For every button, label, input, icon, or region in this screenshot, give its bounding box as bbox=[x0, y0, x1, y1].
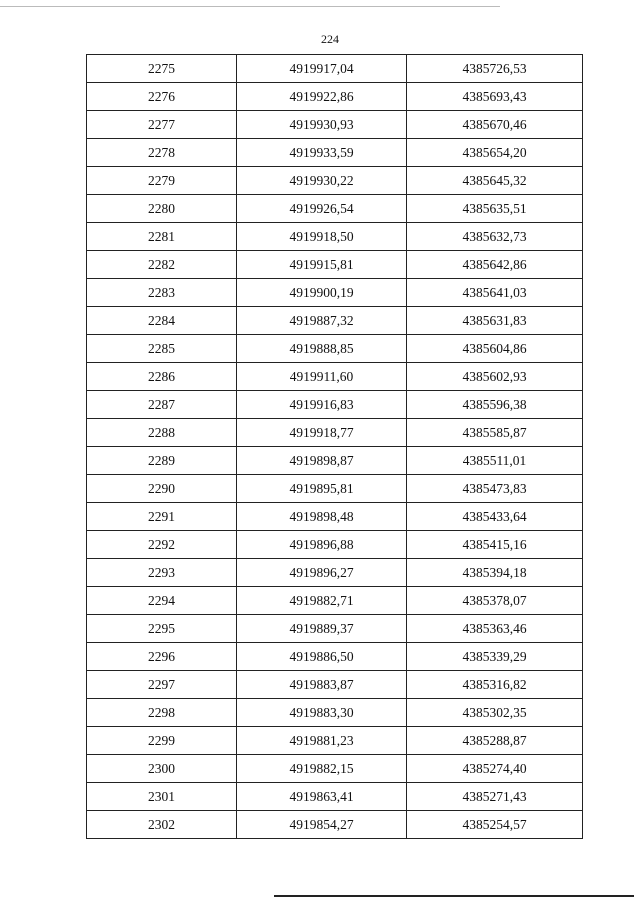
x-coordinate-cell: 4919889,37 bbox=[237, 615, 407, 643]
y-coordinate-cell: 4385641,03 bbox=[407, 279, 583, 307]
x-coordinate-cell: 4919886,50 bbox=[237, 643, 407, 671]
y-coordinate-cell: 4385602,93 bbox=[407, 363, 583, 391]
point-number-cell: 2290 bbox=[87, 475, 237, 503]
y-coordinate-cell: 4385585,87 bbox=[407, 419, 583, 447]
table-row bbox=[87, 503, 583, 531]
x-coordinate-cell: 4919911,60 bbox=[237, 363, 407, 391]
point-number-cell: 2281 bbox=[87, 223, 237, 251]
top-rule bbox=[0, 6, 500, 7]
y-coordinate-cell: 4385642,86 bbox=[407, 251, 583, 279]
x-coordinate-cell: 4919933,59 bbox=[237, 139, 407, 167]
x-coordinate-cell: 4919854,27 bbox=[237, 811, 407, 839]
x-coordinate-cell: 4919926,54 bbox=[237, 195, 407, 223]
x-coordinate-cell: 4919916,83 bbox=[237, 391, 407, 419]
point-number-cell: 2285 bbox=[87, 335, 237, 363]
table-row bbox=[87, 671, 583, 699]
point-number-cell: 2283 bbox=[87, 279, 237, 307]
table-row bbox=[87, 391, 583, 419]
y-coordinate-cell: 4385726,53 bbox=[407, 55, 583, 83]
y-coordinate-cell: 4385635,51 bbox=[407, 195, 583, 223]
x-coordinate-cell: 4919930,93 bbox=[237, 111, 407, 139]
x-coordinate-cell: 4919883,87 bbox=[237, 671, 407, 699]
y-coordinate-cell: 4385604,86 bbox=[407, 335, 583, 363]
x-coordinate-cell: 4919918,77 bbox=[237, 419, 407, 447]
y-coordinate-cell: 4385316,82 bbox=[407, 671, 583, 699]
table-row bbox=[87, 783, 583, 811]
y-coordinate-cell: 4385645,32 bbox=[407, 167, 583, 195]
y-coordinate-cell: 4385302,35 bbox=[407, 699, 583, 727]
x-coordinate-cell: 4919917,04 bbox=[237, 55, 407, 83]
table-row bbox=[87, 531, 583, 559]
point-number-cell: 2276 bbox=[87, 83, 237, 111]
table-row bbox=[87, 279, 583, 307]
x-coordinate-cell: 4919922,86 bbox=[237, 83, 407, 111]
point-number-cell: 2287 bbox=[87, 391, 237, 419]
y-coordinate-cell: 4385596,38 bbox=[407, 391, 583, 419]
y-coordinate-cell: 4385632,73 bbox=[407, 223, 583, 251]
point-number-cell: 2280 bbox=[87, 195, 237, 223]
table-row bbox=[87, 307, 583, 335]
bottom-rule bbox=[274, 895, 634, 897]
x-coordinate-cell: 4919882,15 bbox=[237, 755, 407, 783]
y-coordinate-cell: 4385254,57 bbox=[407, 811, 583, 839]
point-number-cell: 2277 bbox=[87, 111, 237, 139]
y-coordinate-cell: 4385693,43 bbox=[407, 83, 583, 111]
point-number-cell: 2291 bbox=[87, 503, 237, 531]
point-number-cell: 2292 bbox=[87, 531, 237, 559]
point-number-cell: 2302 bbox=[87, 811, 237, 839]
point-number-cell: 2278 bbox=[87, 139, 237, 167]
table-row bbox=[87, 363, 583, 391]
point-number-cell: 2279 bbox=[87, 167, 237, 195]
point-number-cell: 2286 bbox=[87, 363, 237, 391]
table-row bbox=[87, 55, 583, 83]
table-row bbox=[87, 811, 583, 839]
y-coordinate-cell: 4385274,40 bbox=[407, 755, 583, 783]
y-coordinate-cell: 4385415,16 bbox=[407, 531, 583, 559]
point-number-cell: 2284 bbox=[87, 307, 237, 335]
y-coordinate-cell: 4385378,07 bbox=[407, 587, 583, 615]
table-row bbox=[87, 475, 583, 503]
x-coordinate-cell: 4919883,30 bbox=[237, 699, 407, 727]
x-coordinate-cell: 4919895,81 bbox=[237, 475, 407, 503]
x-coordinate-cell: 4919900,19 bbox=[237, 279, 407, 307]
table-row bbox=[87, 643, 583, 671]
y-coordinate-cell: 4385363,46 bbox=[407, 615, 583, 643]
table-row bbox=[87, 419, 583, 447]
y-coordinate-cell: 4385433,64 bbox=[407, 503, 583, 531]
x-coordinate-cell: 4919896,27 bbox=[237, 559, 407, 587]
point-number-cell: 2288 bbox=[87, 419, 237, 447]
y-coordinate-cell: 4385654,20 bbox=[407, 139, 583, 167]
y-coordinate-cell: 4385670,46 bbox=[407, 111, 583, 139]
table-row bbox=[87, 335, 583, 363]
table-row bbox=[87, 111, 583, 139]
table-row bbox=[87, 755, 583, 783]
y-coordinate-cell: 4385511,01 bbox=[407, 447, 583, 475]
coordinates-table bbox=[86, 54, 583, 839]
point-number-cell: 2301 bbox=[87, 783, 237, 811]
y-coordinate-cell: 4385394,18 bbox=[407, 559, 583, 587]
y-coordinate-cell: 4385288,87 bbox=[407, 727, 583, 755]
point-number-cell: 2297 bbox=[87, 671, 237, 699]
page-number: 224 bbox=[321, 32, 339, 46]
table-body bbox=[87, 55, 583, 839]
table-row bbox=[87, 727, 583, 755]
table-row bbox=[87, 167, 583, 195]
table-row bbox=[87, 251, 583, 279]
table-row bbox=[87, 587, 583, 615]
x-coordinate-cell: 4919918,50 bbox=[237, 223, 407, 251]
point-number-cell: 2300 bbox=[87, 755, 237, 783]
x-coordinate-cell: 4919898,87 bbox=[237, 447, 407, 475]
x-coordinate-cell: 4919863,41 bbox=[237, 783, 407, 811]
table-row bbox=[87, 195, 583, 223]
table-row bbox=[87, 559, 583, 587]
x-coordinate-cell: 4919882,71 bbox=[237, 587, 407, 615]
point-number-cell: 2289 bbox=[87, 447, 237, 475]
point-number-cell: 2299 bbox=[87, 727, 237, 755]
x-coordinate-cell: 4919898,48 bbox=[237, 503, 407, 531]
x-coordinate-cell: 4919915,81 bbox=[237, 251, 407, 279]
table-row bbox=[87, 83, 583, 111]
x-coordinate-cell: 4919930,22 bbox=[237, 167, 407, 195]
point-number-cell: 2296 bbox=[87, 643, 237, 671]
table-row bbox=[87, 139, 583, 167]
y-coordinate-cell: 4385271,43 bbox=[407, 783, 583, 811]
x-coordinate-cell: 4919887,32 bbox=[237, 307, 407, 335]
x-coordinate-cell: 4919896,88 bbox=[237, 531, 407, 559]
point-number-cell: 2282 bbox=[87, 251, 237, 279]
y-coordinate-cell: 4385473,83 bbox=[407, 475, 583, 503]
table-row bbox=[87, 447, 583, 475]
table-row bbox=[87, 223, 583, 251]
table-row bbox=[87, 699, 583, 727]
y-coordinate-cell: 4385339,29 bbox=[407, 643, 583, 671]
point-number-cell: 2295 bbox=[87, 615, 237, 643]
x-coordinate-cell: 4919881,23 bbox=[237, 727, 407, 755]
x-coordinate-cell: 4919888,85 bbox=[237, 335, 407, 363]
point-number-cell: 2298 bbox=[87, 699, 237, 727]
table-row bbox=[87, 615, 583, 643]
point-number-cell: 2275 bbox=[87, 55, 237, 83]
point-number-cell: 2294 bbox=[87, 587, 237, 615]
y-coordinate-cell: 4385631,83 bbox=[407, 307, 583, 335]
point-number-cell: 2293 bbox=[87, 559, 237, 587]
